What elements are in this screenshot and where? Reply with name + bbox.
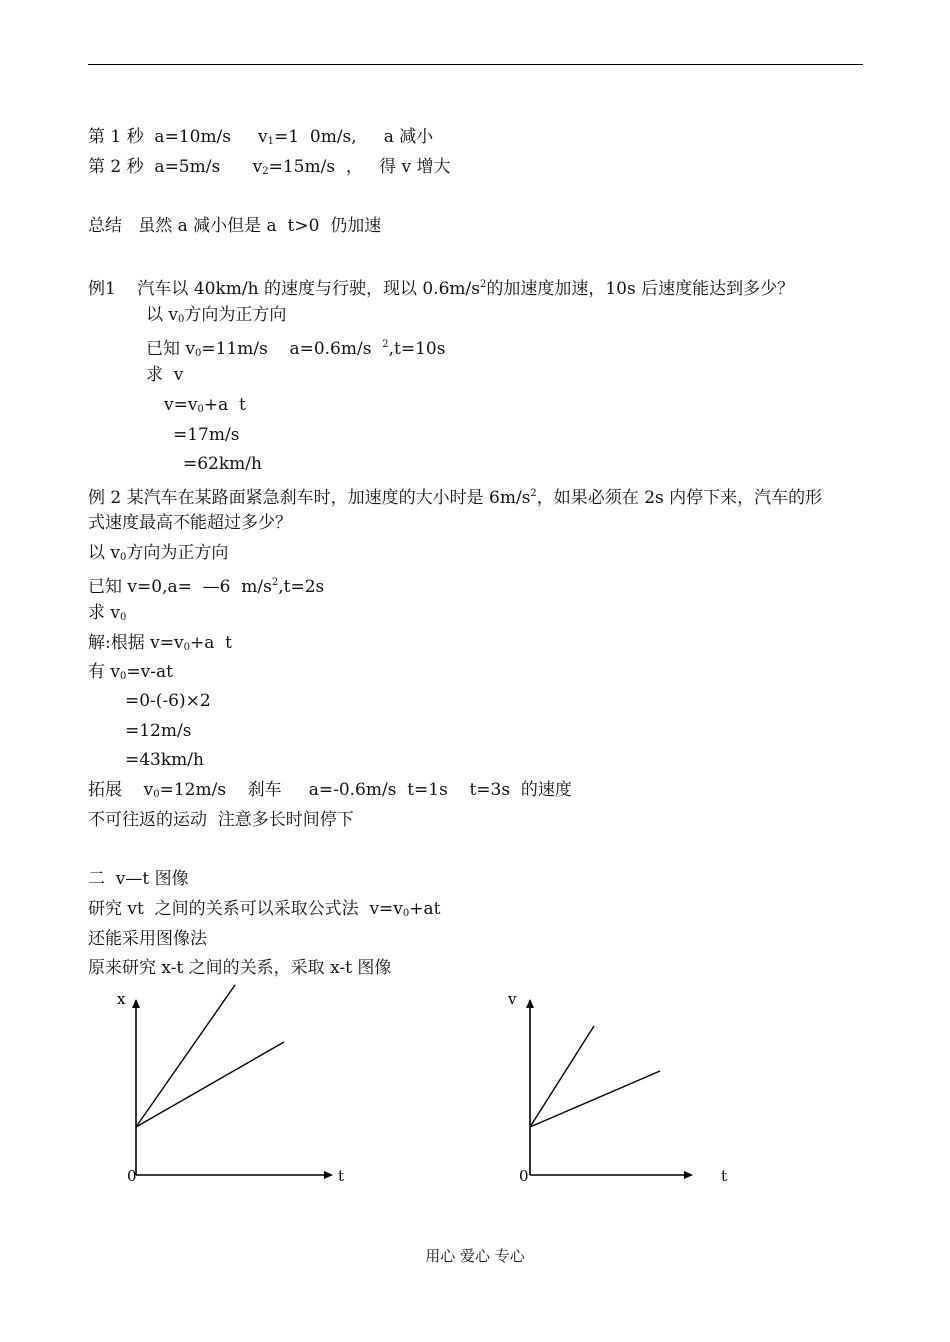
text-line: 研究 vt 之间的关系可以采取公式法 $v=v_0+at$ [88,899,441,919]
formula-line: =12m/s [125,721,192,741]
text-line: 第 1 秒 a=10m/s $v_1=1$ 0m/s, a 减小 [88,127,434,147]
text-line: 已知 $v_0=11m/s$ a=0.6m/s $^2$,t=10s [146,339,446,359]
example-1-question: 例1 汽车以 40km/h 的速度与行驶，现以 $0.6m/s^2$的加速度加速，10s 后速度能达到多少？ [88,279,795,299]
header-rule [88,64,863,65]
v-t-graph [495,980,775,1195]
origin-label: 0 [519,1167,529,1185]
steep-line [136,985,235,1127]
formula-line: =62km/h [183,454,262,474]
shallow-line [136,1042,284,1127]
text-line: 以 $v_0$方向为正方向 [88,543,229,563]
text-line: 以 $v_0$方向为正方向 [146,305,287,325]
text-line: 不可往返的运动 注意多长时间停下 [88,810,354,830]
shallow-line [530,1071,660,1127]
text-line: 总结 虽然 a 减小但是 a t>0 仍加速 [88,216,382,236]
y-axis-label: v [508,990,517,1008]
formula-line: $v=v_0+a$ t [164,395,246,415]
x-axis-label: t [338,1167,345,1185]
text-line: 已知 v=0,a= —6 $m/s^2,t=2s$ [88,577,325,597]
text-line: 求 $v_0$ [88,603,127,623]
formula-line: =0-(-6)×2 [125,691,211,711]
steep-line [530,1026,594,1127]
text-line: 解:根据 $v=v_0+a$ t [88,633,232,653]
x-axis-label: t [721,1167,728,1185]
page-footer: 用心 爱心 专心 [425,1247,525,1265]
section-heading: 二 v—t 图像 [88,869,189,889]
text-line: 第 2 秒 a=5m/s $v_2=15m/s$ ， 得 v 增大 [88,157,451,177]
formula-line: =43km/h [125,750,204,770]
x-t-graph [100,980,380,1195]
example-2-question: 例 2 某汽车在某路面紧急刹车时，加速度的大小时是 $6m/s^2$，如果必须在 2s 内停下来，汽车的形 [88,488,823,508]
y-axis-label: x [117,990,126,1008]
text-line: 求 v [146,365,184,385]
origin-label: 0 [127,1167,137,1185]
text-line: 拓展 $v_0=12m/s$ 刹车 a=-0.6m/s t=1s t=3s 的速度 [88,780,572,800]
text-line: 还能采用图像法 [88,929,207,949]
text-line: 原来研究 x-t 之间的关系，采取 x-t 图像 [88,958,392,978]
text-line: 有 $v_0=v-at$ [88,662,173,682]
formula-line: =17m/s [173,425,240,445]
text-line: 式速度最高不能超过多少？ [88,513,292,533]
